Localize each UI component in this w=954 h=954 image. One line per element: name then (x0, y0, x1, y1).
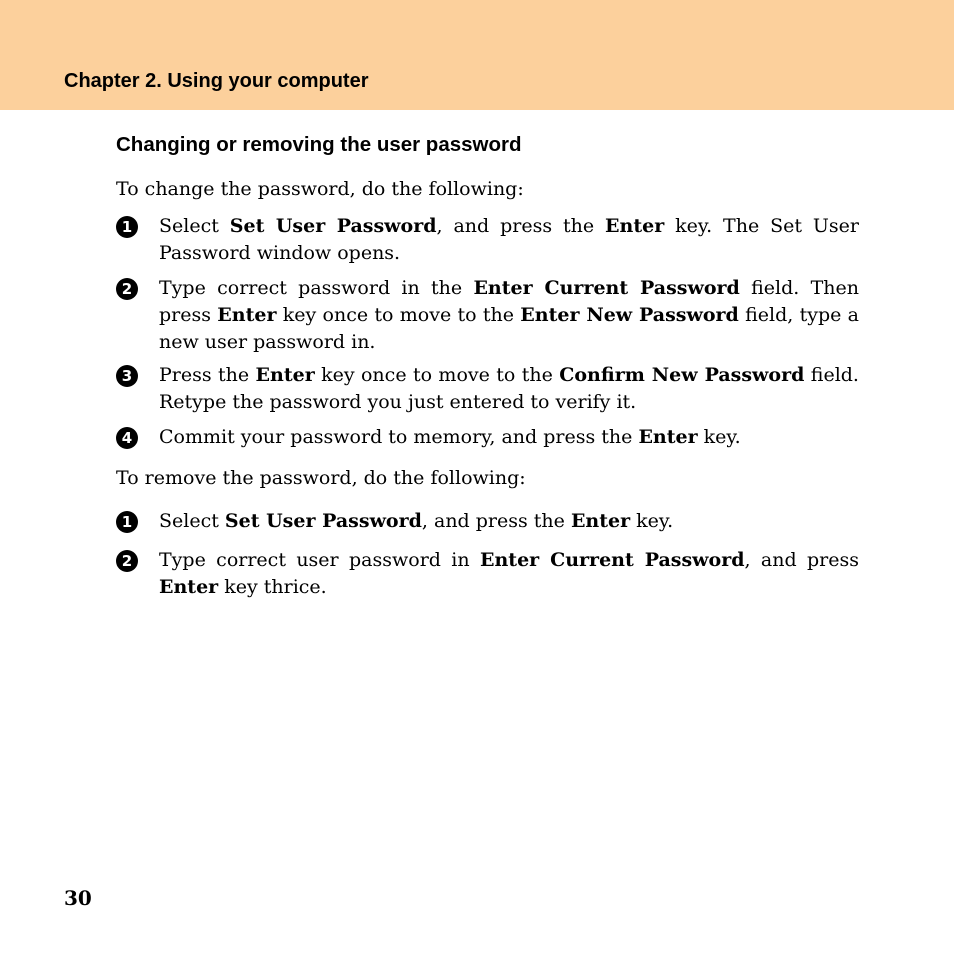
step-text: Select Set User Password, and press the Enter key. The Set User Password window opens. (159, 215, 859, 264)
step-number-badge: 2 (116, 278, 138, 300)
step-text: Press the Enter key once to move to the Confirm New Password field. Retype the password you just entered to verify it. (159, 364, 859, 413)
step-text: Type correct password in the Enter Current Password field. Then press Enter key once to move to the Enter New Password field, type a new user password in. (159, 277, 859, 353)
step-number-badge: 3 (116, 365, 138, 387)
remove-step-1 (116, 508, 859, 535)
chapter-header-band (0, 0, 954, 110)
change-step-3 (116, 362, 859, 416)
step-text: Type correct user password in Enter Current Password, and press Enter key thrice. (159, 549, 860, 598)
chapter-title: Chapter 2. Using your computer (64, 70, 369, 92)
change-step-1 (116, 213, 859, 267)
step-text: Select Set User Password, and press the Enter key. (159, 510, 674, 532)
page-number: 30 (64, 886, 92, 910)
step-number-badge: 1 (116, 511, 138, 533)
change-password-intro: To change the password, do the following: (116, 178, 524, 200)
step-number-badge: 1 (116, 216, 138, 238)
remove-step-2 (116, 547, 859, 601)
step-number-badge: 4 (116, 427, 138, 449)
change-step-2 (116, 275, 859, 356)
section-title: Changing or removing the user password (116, 133, 522, 156)
step-text: Commit your password to memory, and press the Enter key. (159, 426, 741, 448)
change-step-4 (116, 424, 859, 451)
step-number-badge: 2 (116, 550, 138, 572)
remove-password-intro: To remove the password, do the following: (116, 467, 526, 489)
